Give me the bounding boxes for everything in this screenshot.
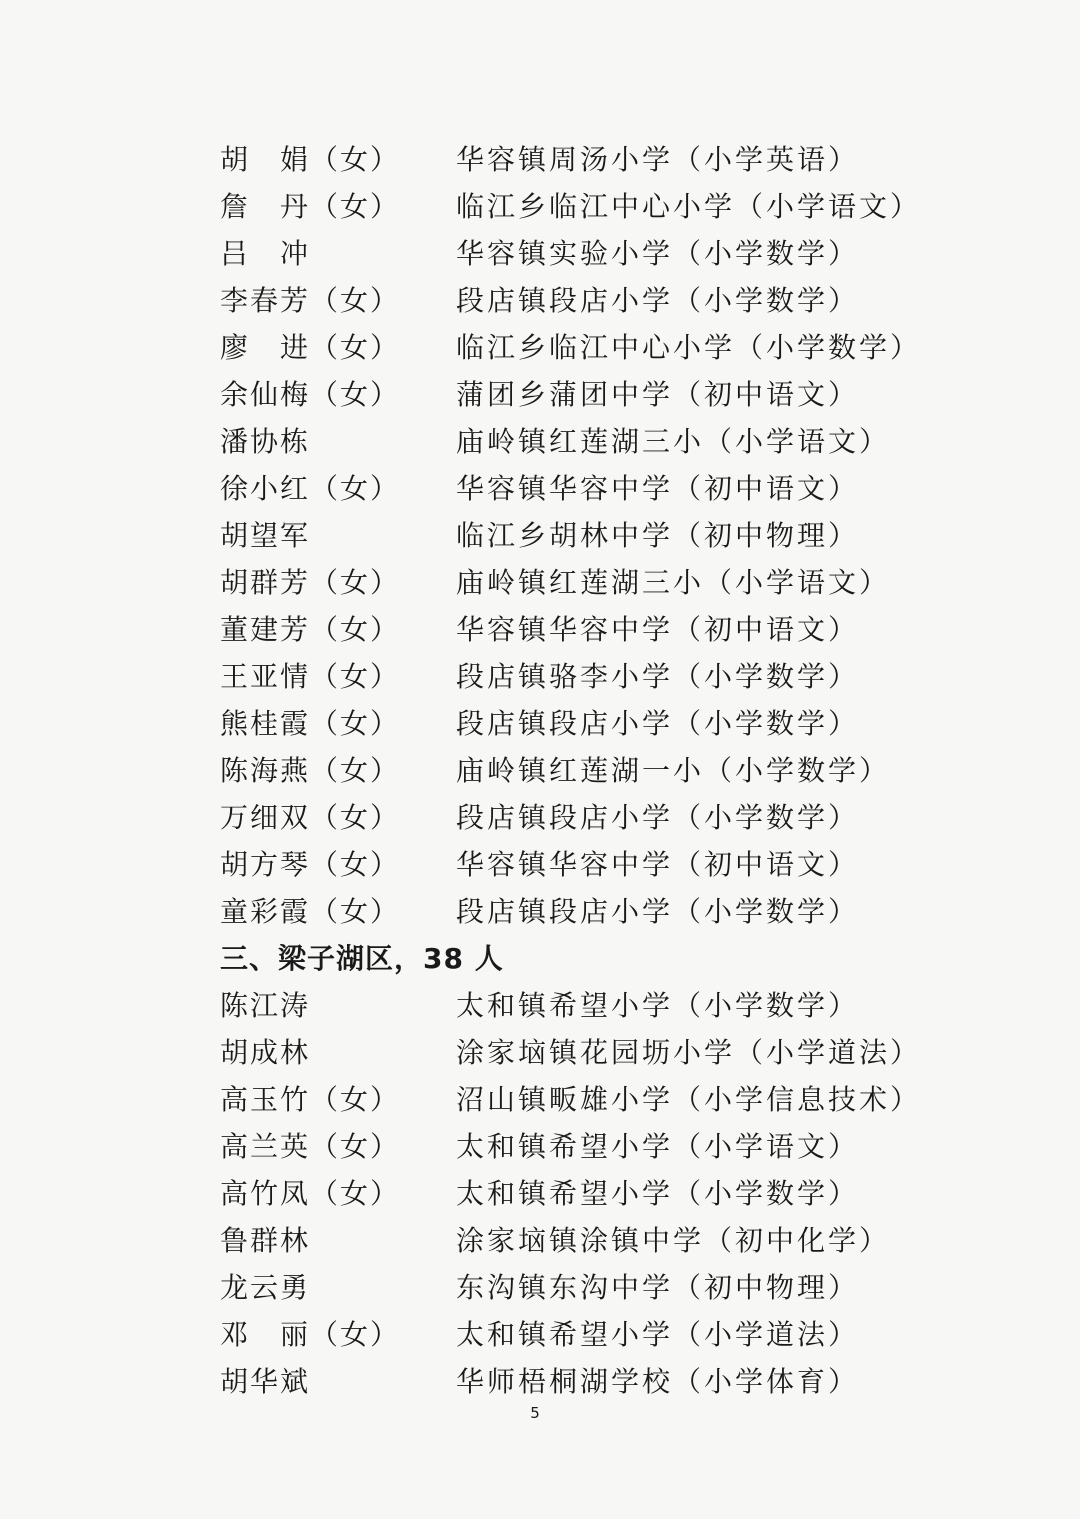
teacher-name: 胡华斌 (220, 1365, 311, 1398)
list-item (220, 982, 920, 1029)
teacher-name: 龙云勇 (220, 1271, 311, 1304)
teacher-name: 王亚情（女） (220, 660, 401, 693)
teacher-name: 高兰英（女） (220, 1130, 401, 1163)
teacher-name: 童彩霞（女） (220, 895, 401, 928)
list-item (220, 747, 920, 794)
list-item (220, 1358, 920, 1405)
teacher-name: 胡群芳（女） (220, 566, 401, 599)
school-subject: 华师梧桐湖学校（小学体育） (456, 1365, 860, 1398)
teacher-name: 潘协栋 (220, 425, 311, 458)
list-item (220, 559, 920, 606)
school-subject: 段店镇段店小学（小学数学） (456, 707, 860, 740)
list-item (220, 418, 920, 465)
page-number: 5 (530, 1404, 540, 1422)
school-subject: 太和镇希望小学（小学道法） (456, 1318, 860, 1351)
school-subject: 段店镇骆李小学（小学数学） (456, 660, 860, 693)
teacher-name: 胡望军 (220, 519, 311, 552)
school-subject: 庙岭镇红莲湖三小（小学语文） (456, 425, 891, 458)
list-item (220, 794, 920, 841)
school-subject: 太和镇希望小学（小学数学） (456, 1177, 860, 1210)
school-subject: 段店镇段店小学（小学数学） (456, 284, 860, 317)
list-item (220, 700, 920, 747)
teacher-name: 董建芳（女） (220, 613, 401, 646)
school-subject: 临江乡临江中心小学（小学语文） (456, 190, 922, 223)
school-subject: 庙岭镇红莲湖三小（小学语文） (456, 566, 891, 599)
teacher-name: 胡方琴（女） (220, 848, 401, 881)
school-subject: 蒲团乡蒲团中学（初中语文） (456, 378, 860, 411)
school-subject: 华容镇周汤小学（小学英语） (456, 143, 860, 176)
school-subject: 东沟镇东沟中学（初中物理） (456, 1271, 860, 1304)
school-subject: 段店镇段店小学（小学数学） (456, 801, 860, 834)
list-item (220, 888, 920, 935)
school-subject: 临江乡临江中心小学（小学数学） (456, 331, 922, 364)
list-item (220, 1217, 920, 1264)
list-item (220, 1123, 920, 1170)
list-item (220, 1311, 920, 1358)
teacher-name: 李春芳（女） (220, 284, 401, 317)
school-subject: 太和镇希望小学（小学语文） (456, 1130, 860, 1163)
teacher-name: 邓 丽（女） (220, 1318, 401, 1351)
teacher-name: 胡成林 (220, 1036, 311, 1069)
school-subject: 段店镇段店小学（小学数学） (456, 895, 860, 928)
teacher-name: 高竹凤（女） (220, 1177, 401, 1210)
teacher-name: 余仙梅（女） (220, 378, 401, 411)
list-item (220, 653, 920, 700)
list-item (220, 277, 920, 324)
school-subject: 庙岭镇红莲湖一小（小学数学） (456, 754, 891, 787)
teacher-name: 陈江涛 (220, 989, 311, 1022)
list-item (220, 183, 920, 230)
teacher-name: 万细双（女） (220, 801, 401, 834)
school-subject: 华容镇华容中学（初中语文） (456, 613, 860, 646)
list-item (220, 1029, 920, 1076)
school-subject: 涂家垴镇涂镇中学（初中化学） (456, 1224, 891, 1257)
teacher-name: 熊桂霞（女） (220, 707, 401, 740)
teacher-name: 胡 娟（女） (220, 143, 401, 176)
list-item (220, 841, 920, 888)
list-item (220, 1076, 920, 1123)
teacher-name: 吕 冲 (220, 237, 311, 270)
list-item (220, 1170, 920, 1217)
school-subject: 华容镇华容中学（初中语文） (456, 472, 860, 505)
list-item (220, 512, 920, 559)
school-subject: 沼山镇畈雄小学（小学信息技术） (456, 1083, 922, 1116)
school-subject: 华容镇实验小学（小学数学） (456, 237, 860, 270)
teacher-list (220, 136, 920, 1405)
list-item (220, 324, 920, 371)
teacher-name: 徐小红（女） (220, 472, 401, 505)
section-heading: 三、梁子湖区，38 人 (220, 942, 504, 975)
school-subject: 临江乡胡林中学（初中物理） (456, 519, 860, 552)
list-item (220, 1264, 920, 1311)
teacher-name: 鲁群林 (220, 1224, 311, 1257)
teacher-name: 廖 进（女） (220, 331, 401, 364)
list-item (220, 230, 920, 277)
school-subject: 涂家垴镇花园坜小学（小学道法） (456, 1036, 922, 1069)
list-item (220, 371, 920, 418)
list-item (220, 136, 920, 183)
teacher-name: 高玉竹（女） (220, 1083, 401, 1116)
teacher-name: 陈海燕（女） (220, 754, 401, 787)
school-subject: 太和镇希望小学（小学数学） (456, 989, 860, 1022)
school-subject: 华容镇华容中学（初中语文） (456, 848, 860, 881)
teacher-name: 詹 丹（女） (220, 190, 401, 223)
list-item (220, 465, 920, 512)
list-item (220, 606, 920, 653)
